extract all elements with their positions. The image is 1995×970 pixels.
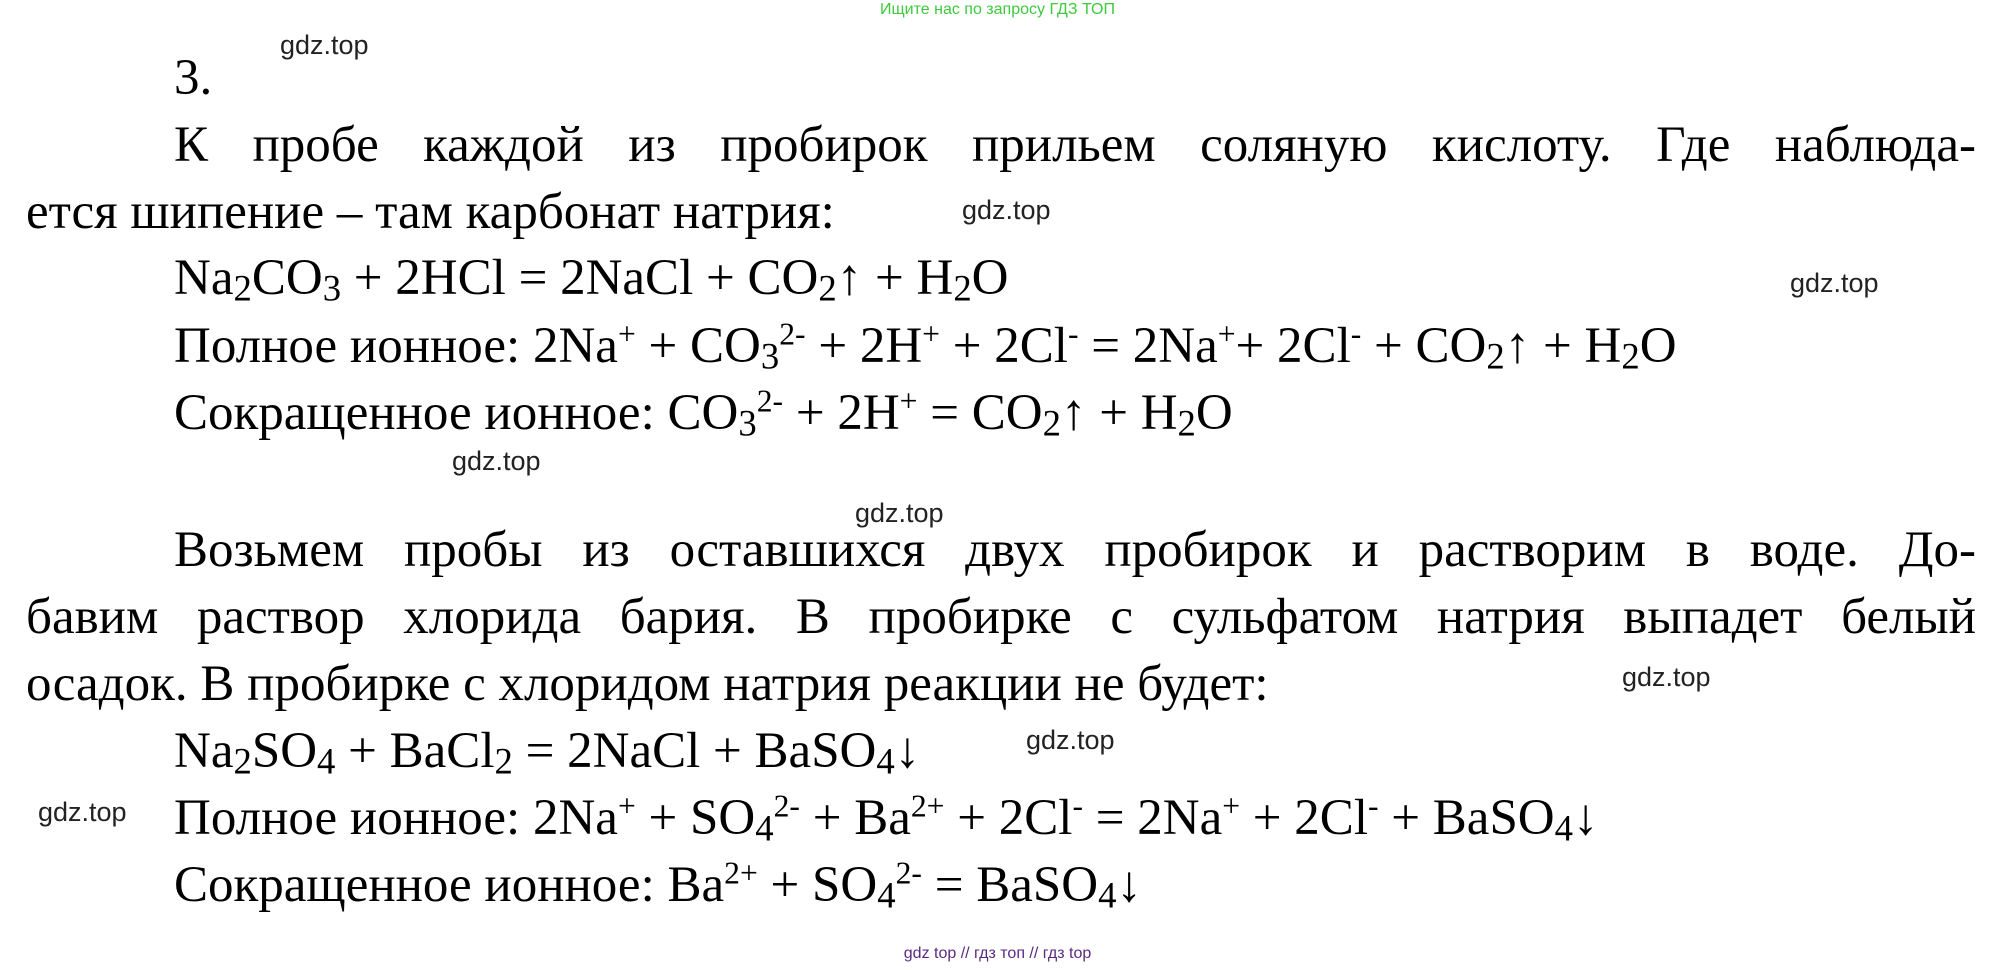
- watermark: gdz.top: [1790, 268, 1879, 298]
- paragraph-1-line-1: К пробе каждой из пробирок прильем соляную кислоту. Где наблюда-: [174, 117, 1976, 173]
- equation-1-short-ionic: Сокращенное ионное: $CO_3^{2-} + 2H^+$ = $CO_2↑ + H_2O$: [174, 383, 1233, 444]
- paragraph-2-line-1: Возьмем пробы из оставшихся двух пробирок и растворим в воде. До-: [174, 522, 1976, 578]
- watermark: gdz.top: [1622, 662, 1711, 692]
- task-number: 3.: [174, 50, 213, 106]
- watermark: gdz.top: [855, 498, 944, 528]
- equation-2-full-ionic: Полное ионное: $2Na^+ + SO_4^{2-} + Ba^{2+} + 2Cl^- = 2Na^+ + 2Cl^-$ + BaSO$_4$↓: [174, 788, 1599, 849]
- paragraph-1-line-2: ется шипение – там карбонат натрия:: [26, 184, 835, 240]
- watermark: gdz.top: [452, 446, 541, 476]
- paragraph-2-line-2: бавим раствор хлорида бария. В пробирке с сульфатом натрия выпадет белый: [26, 589, 1976, 645]
- equation-2-short-ionic: Сокращенное ионное: $Ba^{2+} + SO_4^{2-}$ = BaSO$_4$↓: [174, 855, 1142, 916]
- bottom-banner: gdz top // гдз топ // гдз top: [903, 945, 1092, 962]
- paragraph-2-line-3: осадок. В пробирке с хлоридом натрия реакции не будет:: [26, 656, 1269, 712]
- watermark: gdz.top: [1026, 725, 1115, 755]
- watermark: gdz.top: [280, 30, 369, 60]
- watermark: gdz.top: [38, 797, 127, 827]
- equation-1-full-ionic: Полное ионное: $2Na^+ + CO_3^{2-} + 2H^+ + 2Cl^- = 2Na^++ 2Cl^-$ + $CO_2↑ + H_2O$: [174, 316, 1677, 377]
- equation-1-molecular: $Na_2CO_3 + 2HCl$ = 2NaCl + $CO_2↑ + H_2O$: [174, 250, 1009, 309]
- equation-2-molecular: $Na_2SO_4$ + BaCl$_2$ = 2NaCl + BaSO$_4$↓: [174, 723, 921, 782]
- top-banner: Ищите нас по запросу ГДЗ ТОП: [880, 1, 1115, 18]
- watermark: gdz.top: [962, 195, 1051, 225]
